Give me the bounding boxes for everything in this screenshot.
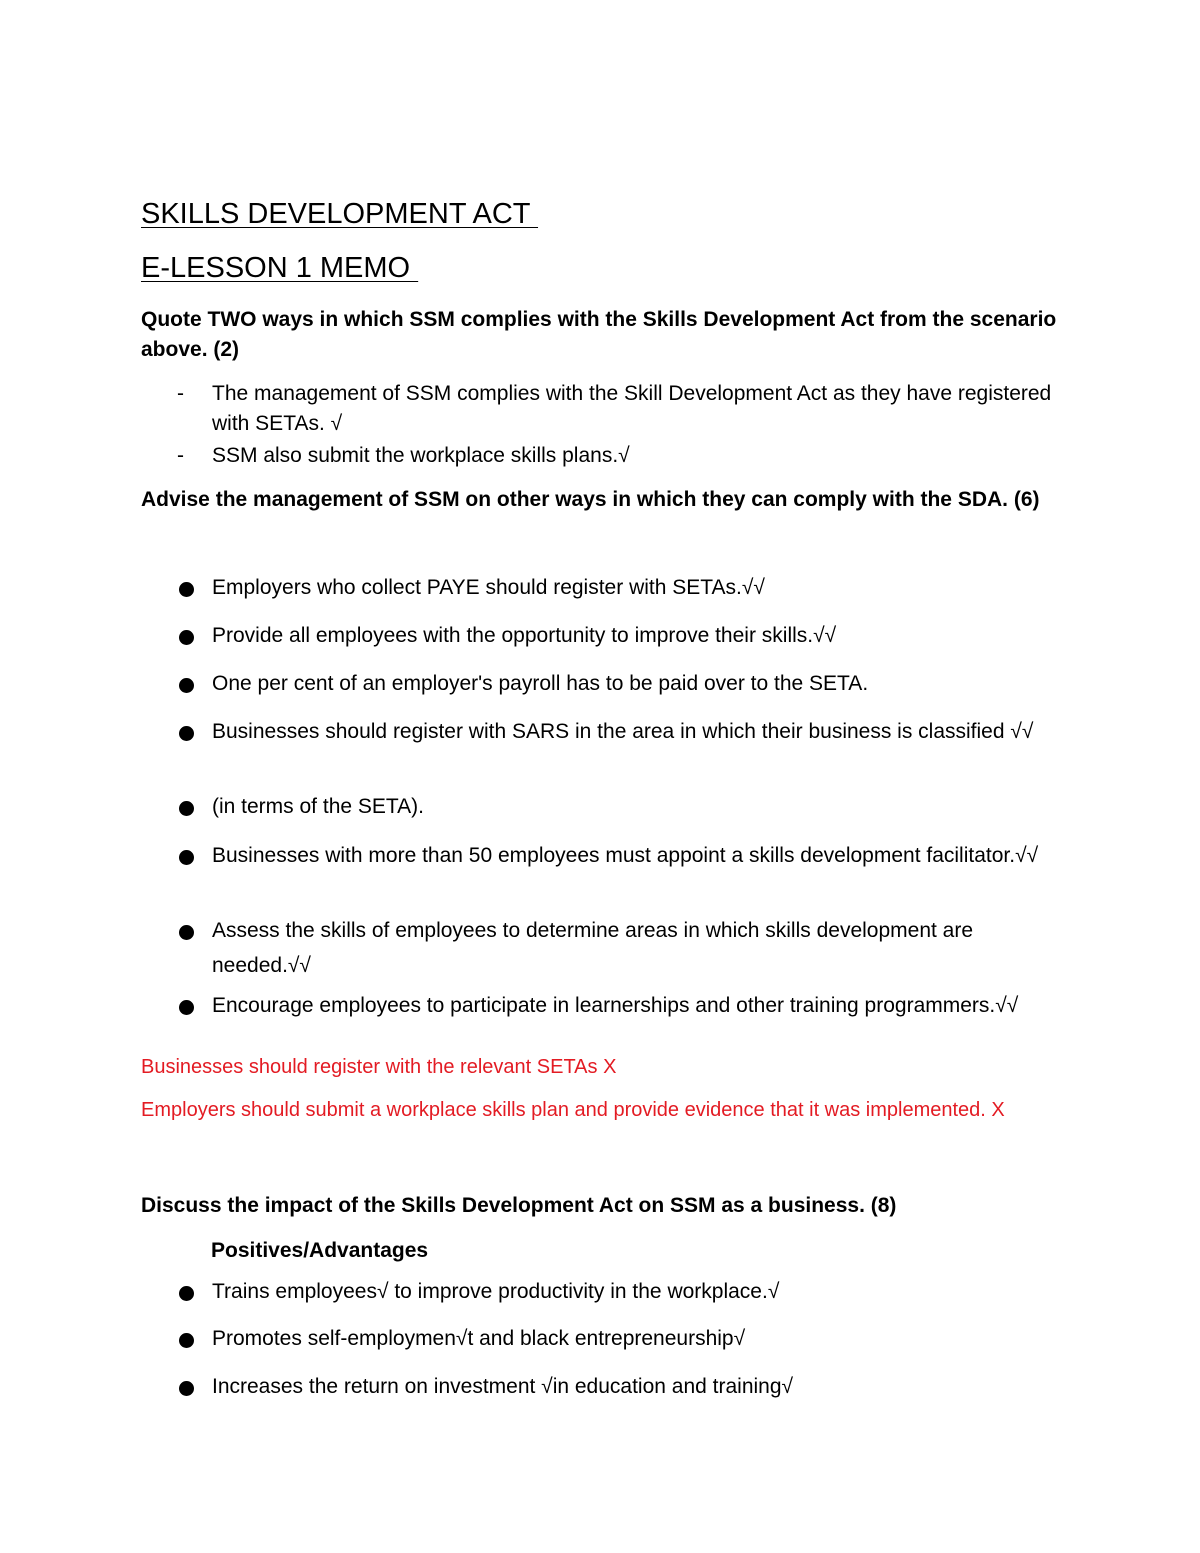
question-1: Quote TWO ways in which SSM complies with the Skills Development Act from the scenario above. (2) [141,308,1057,361]
list-item [141,789,1041,824]
question-1-answers [141,379,1061,473]
list-item [141,1321,1041,1356]
list-item [141,441,1061,471]
bullet-icon [179,1381,194,1396]
answer-text: (in terms of the SETA). [212,795,424,818]
bullet-icon [179,582,194,597]
list-item [141,618,1041,653]
answer-text: Employers who collect PAYE should register with SETAs.√√ [212,576,765,599]
answer-text: Assess the skills of employees to determine areas in which skills development are needed.√√ [212,919,974,977]
answer-text: One per cent of an employer's payroll has to be paid over to the SETA. [212,672,869,695]
list-item [141,666,1041,701]
correction-note: Employers should submit a workplace skills plan and provide evidence that it was implemented. X [141,1099,1005,1121]
bullet-icon [179,678,194,693]
list-item [141,913,1041,983]
bullet-icon [179,1333,194,1348]
correction-note: Businesses should register with the relevant SETAs X [141,1056,617,1078]
list-item [141,570,1041,605]
list-item [141,988,1041,1023]
bullet-icon [179,726,194,741]
answer-text: Increases the return on investment √in education and training√ [212,1375,794,1398]
list-item [141,838,1041,873]
bullet-icon [179,630,194,645]
answer-text: Businesses with more than 50 employees must appoint a skills development facilitator.√√ [212,844,1039,867]
answer-text: Promotes self-employmen√t and black entrepreneurship√ [212,1327,746,1350]
list-item [141,379,1061,439]
answer-text: Trains employees√ to improve productivity in the workplace.√ [212,1280,780,1303]
answer-text: Provide all employees with the opportunity to improve their skills.√√ [212,624,837,647]
answer-text: Businesses should register with SARS in the area in which their business is classified √√ [212,720,1034,743]
bullet-icon [179,850,194,865]
dash-marker: - [177,382,184,405]
bullet-icon [179,801,194,816]
document-subtitle: E-LESSON 1 MEMO [141,252,419,284]
bullet-icon [179,1286,194,1301]
bullet-icon [179,1000,194,1015]
dash-marker: - [177,444,184,467]
list-item [141,1274,1041,1309]
answer-text: The management of SSM complies with the Skill Development Act as they have registered with SETAs. √ [212,382,1052,435]
list-item [141,1369,1041,1404]
question-2: Advise the management of SSM on other ways in which they can comply with the SDA. (6) [141,488,1040,511]
bullet-icon [179,925,194,940]
answer-text: Encourage employees to participate in learnerships and other training programmers.√√ [212,994,1019,1017]
document-title: SKILLS DEVELOPMENT ACT [141,198,539,230]
list-item [141,714,1041,749]
question-3: Discuss the impact of the Skills Development Act on SSM as a business. (8) [141,1194,897,1217]
positives-heading: Positives/Advantages [211,1239,429,1262]
answer-text: SSM also submit the workplace skills plans.√ [212,444,630,467]
